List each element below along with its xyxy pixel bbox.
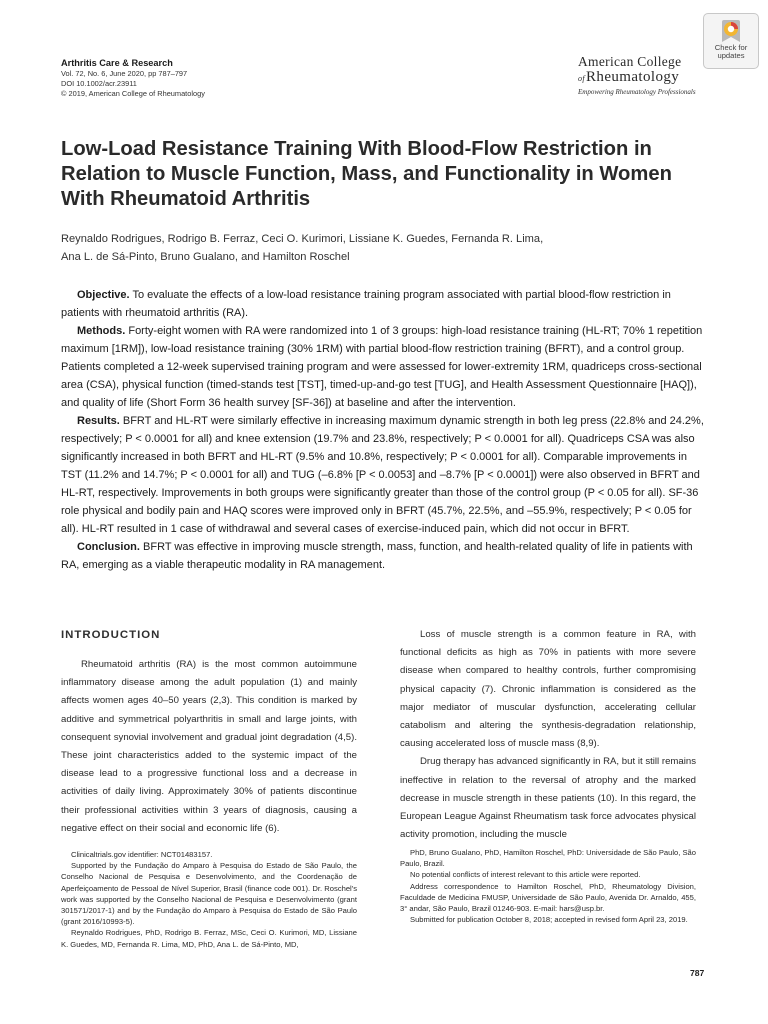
journal-name: Arthritis Care & Research [61,58,173,68]
logo-of: of [578,74,586,83]
logo-tagline: Empowering Rheumatology Professionals [578,88,696,96]
footnote: Reynaldo Rodrigues, PhD, Rodrigo B. Ferraz, MSc, Ceci O. Kurimori, MD, Lissiane K. Guedes, MD, Fernanda R. Lima, MD, PhD, Ana L. de Sá-Pinto, MD, [61,928,357,949]
acr-logo [578,51,768,97]
footnote[interactable]: Address correspondence to Hamilton Roschel, PhD, Rheumatology Division, Faculdade de Medicina FMUSP, Universidade de São Paulo, Avenida Dr. Arnaldo, 455, 3° andar, São Paulo, Brazil 01246-903. E-mail: hars@usp.br. [400,881,696,914]
check-updates-line1: Check for [714,43,748,52]
abstract-text: Forty-eight women with RA were randomized into 1 of 3 groups: high-load resistance training (HL-RT; 70% 1 repetition maximum [1RM]), low-load resistance training (30% 1RM) with partial blood-flow restriction training (BFRT), and a control group. Patients completed a 12-week supervised training program and were assessed for lower-extremity 1RM, quadriceps cross-sectional area (CSA), physical function (timed-stands test [TST], timed-up-and-go test [TUG], and Health Assessment Questionnaire [HAQ]), and quality of life (Short Form 36 health survey [SF-36]) at baseline and after the intervention. [61,325,703,409]
footnotes-right [400,847,696,925]
left-column [61,626,357,838]
footnote: PhD, Bruno Gualano, PhD, Hamilton Roschel, PhD: Universidade de São Paulo, São Paulo, Brazil. [400,848,696,869]
footnote: Clinicaltrials.gov identifier: NCT01483157. [71,850,213,859]
abstract-heading: Objective. [77,289,130,301]
footnote: Submitted for publication October 8, 2018; accepted in revised form April 23, 2019. [410,915,688,925]
body-paragraph: Loss of muscle strength is a common feature in RA, with functional deficits as high as 70% in patients with more severe disease when compared to healthy controls, further compromising physical capacity (7). Chronic inflammation is considered as the major mediator of muscular dysfunction, accelerating cellular catabolism and altering the synthesis-degradation relationship, causing accelerated loss of muscle mass (8,9). [400,629,696,750]
author-list [61,230,721,266]
introduction-heading: INTRODUCTION [61,629,161,641]
footnotes-left [61,849,357,950]
article-title: Low-Load Resistance Training With Blood-Flow Restriction in Relation to Muscle Function, Mass, and Functionality in Women With Rheumatoid Arthritis [61,138,672,210]
journal-volume: Vol. 72, No. 6, June 2020, pp 787–797 [61,69,188,78]
abstract-objective [61,286,710,322]
body-paragraph: Drug therapy has advanced significantly in RA, but it still remains ineffective in relation to the reversal of atrophy and the marked decrease in muscle strength in these patients (10). In this regard, the European League Against Rheumatism task force advocates physical activity promotion, including the muscle [400,756,696,841]
journal-doi[interactable]: DOI 10.1002/acr.23911 [61,79,137,89]
abstract-text: To evaluate the effects of a low-load resistance training program associated with partial blood-flow restriction in patients with rheumatoid arthritis (RA). [61,289,671,319]
logo-line1: American College [578,54,682,69]
abstract [61,286,710,574]
abstract-text: BFRT and HL-RT were similarly effective in increasing maximum dynamic strength in both leg press (22.8% and 24.2%, respectively; P < 0.0001 for all) and knee extension (19.7% and 23.8%, respectively; P < 0.0001 for all). Quadriceps CSA was also significantly increased in both BFRT and HL-RT (9.5% and 10.8%, respectively; P < 0.0001 for all). Comparable improvements in TST (11.2% and 14.7%; P < 0.0001 for all) and TUG (–6.8% [P < 0.0053] and –8.7% [P < 0.0001]) were also observed in BFRT and HL-RT, respectively. Improvements in both groups were significantly greater than those of the control group (P < 0.05 for all). SF-36 role physical and bodily pain and HAQ scores were improved only in BFRT (45.7%, 22.5%, and –55.9%, respectively; P < 0.05 for all). HL-RT resulted in 1 case of withdrawal and several cases of exercise-induced pain, which did not occur in BFRT. [61,415,704,535]
author-line: Reynaldo Rodrigues, Rodrigo B. Ferraz, Ceci O. Kurimori, Lissiane K. Guedes, Fernanda R. Lima, [61,233,544,245]
abstract-methods [61,322,710,412]
journal-copyright: © 2019, American College of Rheumatology [61,89,205,99]
logo-line2 [578,69,768,87]
abstract-heading: Methods. [77,325,126,337]
check-updates-line2: updates [717,51,745,61]
abstract-results [61,412,710,538]
journal-header [61,57,381,100]
footnote: Supported by the Fundação do Amparo à Pesquisa do Estado de São Paulo, the Conselho Nacional de Pesquisa e Desenvolvimento, and the Coordenação de Aperfeiçoamento de Pessoal de Nível Superior, Brasil (finance code 001). Dr. Roschel's work was supported by the Conselho Nacional de Pesquisa e Desenvolvimento (grant 301571/2017-1) and by the Fundação do Amparo à Pesquisa do Estado de São Paulo (grant 2016/10993-5). [61,861,357,927]
abstract-heading: Conclusion. [77,541,140,553]
abstract-conclusion [61,538,710,574]
logo-rheumatology: Rheumatology [586,69,680,85]
abstract-heading: Results. [77,415,120,427]
footnote: No potential conflicts of interest relevant to this article were reported. [410,870,641,880]
page-number: 787 [690,968,705,978]
body-paragraph: Rheumatoid arthritis (RA) is the most common autoimmune inflammatory disease among the adult population (1) and mainly affects women ages 40–50 years (2,3). This condition is marked by additive and symmetrical polyarthritis in small and large joints, with consequent synovial involvement and gradual joint degradation (4,5). These joint characteristics added to the systemic impact of the disease lead to a progressive functional loss and a decrease in activities of daily living. Approximately 30% of patients discontinue their professional activities within 3 years of diagnosis, causing a negative effect on their social and economic life (6). [61,659,357,834]
author-line: Ana L. de Sá-Pinto, Bruno Gualano, and Hamilton Roschel [61,251,350,263]
right-column [400,626,696,844]
crossmark-icon [720,18,742,44]
abstract-text: BFRT was effective in improving muscle strength, mass, function, and health-related quality of life in patients with RA, emerging as a viable therapeutic modality in RA management. [61,541,693,571]
